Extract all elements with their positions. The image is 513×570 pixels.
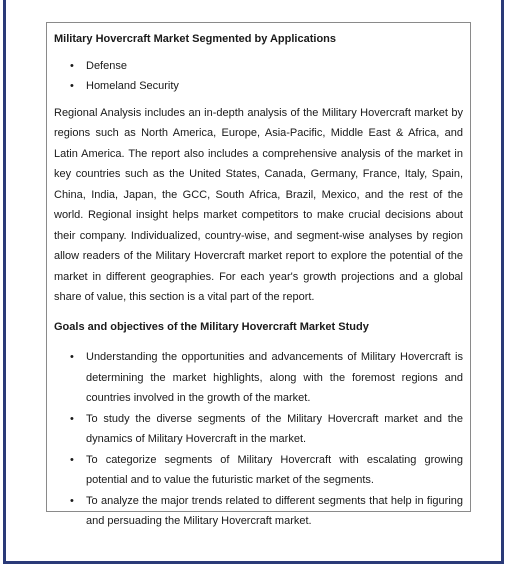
content-box <box>46 22 471 527</box>
list-item: • Homeland Security <box>70 76 463 97</box>
list-item: • Understanding the opportunities and advancements of Military Hovercraft is determining the market highlights, along with the foremost regions and countries involved in the growth of the market. <box>70 347 463 409</box>
applications-heading: Military Hovercraft Market Segmented by Applications <box>54 33 336 45</box>
goals-list <box>54 347 463 532</box>
list-item: • To categorize segments of Military Hovercraft with escalating growing potential and to value the futuristic market of the segments. <box>70 450 463 491</box>
goals-heading: Goals and objectives of the Military Hovercraft Market Study <box>54 320 369 333</box>
regional-analysis-paragraph: Regional Analysis includes an in-depth analysis of the Military Hovercraft market by regions such as North America, Europe, Asia-Pacific, Middle East & Africa, and Latin America. The report also includes a comprehensive analysis of the market in key countries such as the United States, Canada, Germany, France, Italy, Spain, China, India, Japan, the GCC, South Africa, Brazil, Mexico, and the rest of the world. Regional insight helps market competitors to make crucial decisions about their company. Individualized, country-wise, and segment-wise analyses by region allow readers of the Military Hovercraft market report to explore the potential of the market in different geographies. For each year's growth projections and a global share of value, this section is a vital part of the report. <box>54 106 463 303</box>
list-item: • Defense <box>70 56 463 77</box>
applications-list <box>54 56 463 97</box>
list-item: • To study the diverse segments of the Military Hovercraft market and the dynamics of Military Hovercraft in the market. <box>70 409 463 450</box>
list-item: • To analyze the major trends related to different segments that help in figuring and persuading the Military Hovercraft market. <box>70 491 463 532</box>
